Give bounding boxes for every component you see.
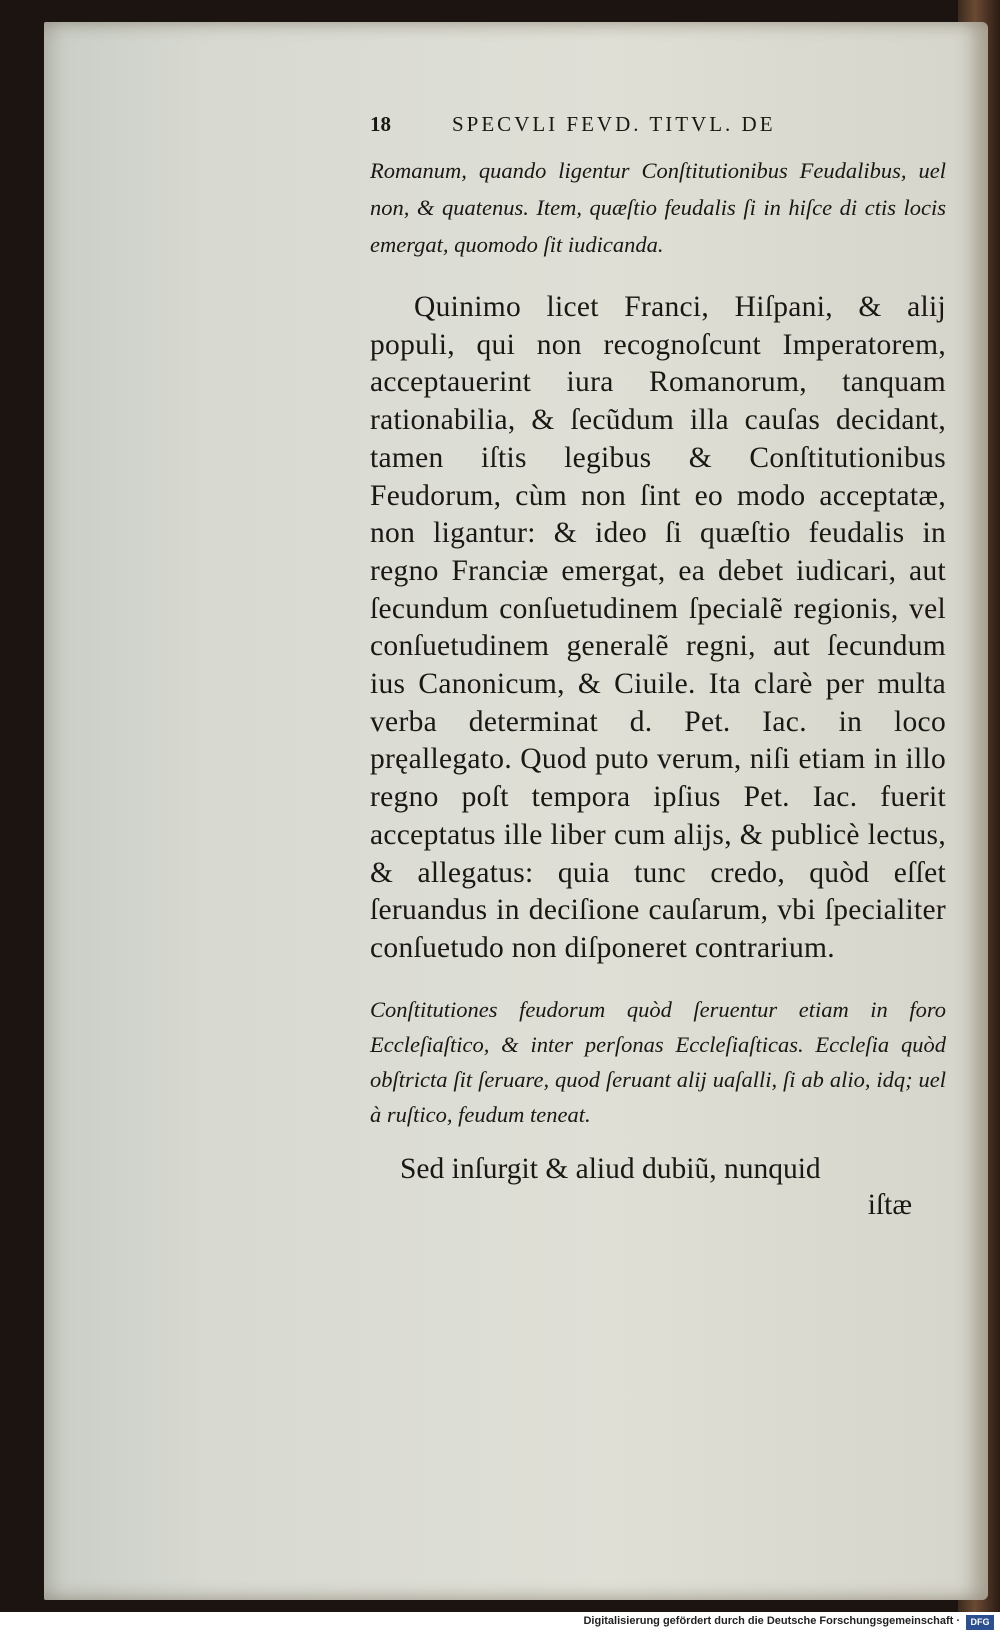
digitization-footer	[0, 1612, 1000, 1634]
text-block	[370, 112, 946, 1222]
body-paragraph-1: Quinimo licet Franci, Hiſpani, & alij populi, qui non recognoſcunt Imperatorem, acceptauerint iura Romanorum, tanquam rationabilia, & ſecũdum illa cauſas decidant, tamen iſtis legibus & Conſtitutionibus Feudorum, cùm non ſint eo modo acceptatæ, non ligantur: & ideo ſi quæſtio feudalis in regno Franciæ emergat, ea debet iudicari, aut ſecundum conſuetudinem ſpecialẽ regionis, vel conſuetudinem generalẽ regni, aut ſecundum ius Canonicum, & Ciuile. Ita clarè per multa verba determinat d. Pet. Iac. in loco pręallegato. Quod puto verum, niſi etiam in illo regno poſt tempora ipſius Pet. Iac. fuerit acceptatus ille liber cum alijs, & publicè lectus, & allegatus: quia tunc credo, quòd eſſet ſeruandus in deciſione cauſarum, vbi ſpecialiter conſuetudo non diſponeret contrarium.	[370, 291, 946, 964]
summary-note-2: Conſtitutiones feudorum quòd ſeruentur etiam in foro Eccleſiaſtico, & inter perſonas Eccleſiaſticas. Eccleſia quòd obſtricta ſit ſeruare, quod ſeruant alij uaſalli, ſi ab alio, idq; uel à ruſtico, feudum teneat.	[370, 996, 946, 1127]
running-title: SPECVLI FEVD. TITVL. DE	[452, 112, 776, 136]
dfg-logo-icon: DFG	[966, 1615, 994, 1630]
summary-note-1: Romanum, quando ligentur Conſtitutionibus Feudalibus, uel non, & quatenus. Item, quæſtio feudalis ſi in hiſce di ctis locis emergat, quomodo ſit iudicanda.	[370, 158, 946, 257]
page-number: 18	[370, 112, 391, 136]
catchword: iſtæ	[867, 1188, 912, 1221]
funding-credit: Digitalisierung gefördert durch die Deutsche Forschungsgemeinschaft ·	[583, 1615, 960, 1627]
page-header	[370, 112, 946, 148]
body-paragraph-2: Sed inſurgit & aliud dubiũ, nunquid	[400, 1152, 821, 1185]
